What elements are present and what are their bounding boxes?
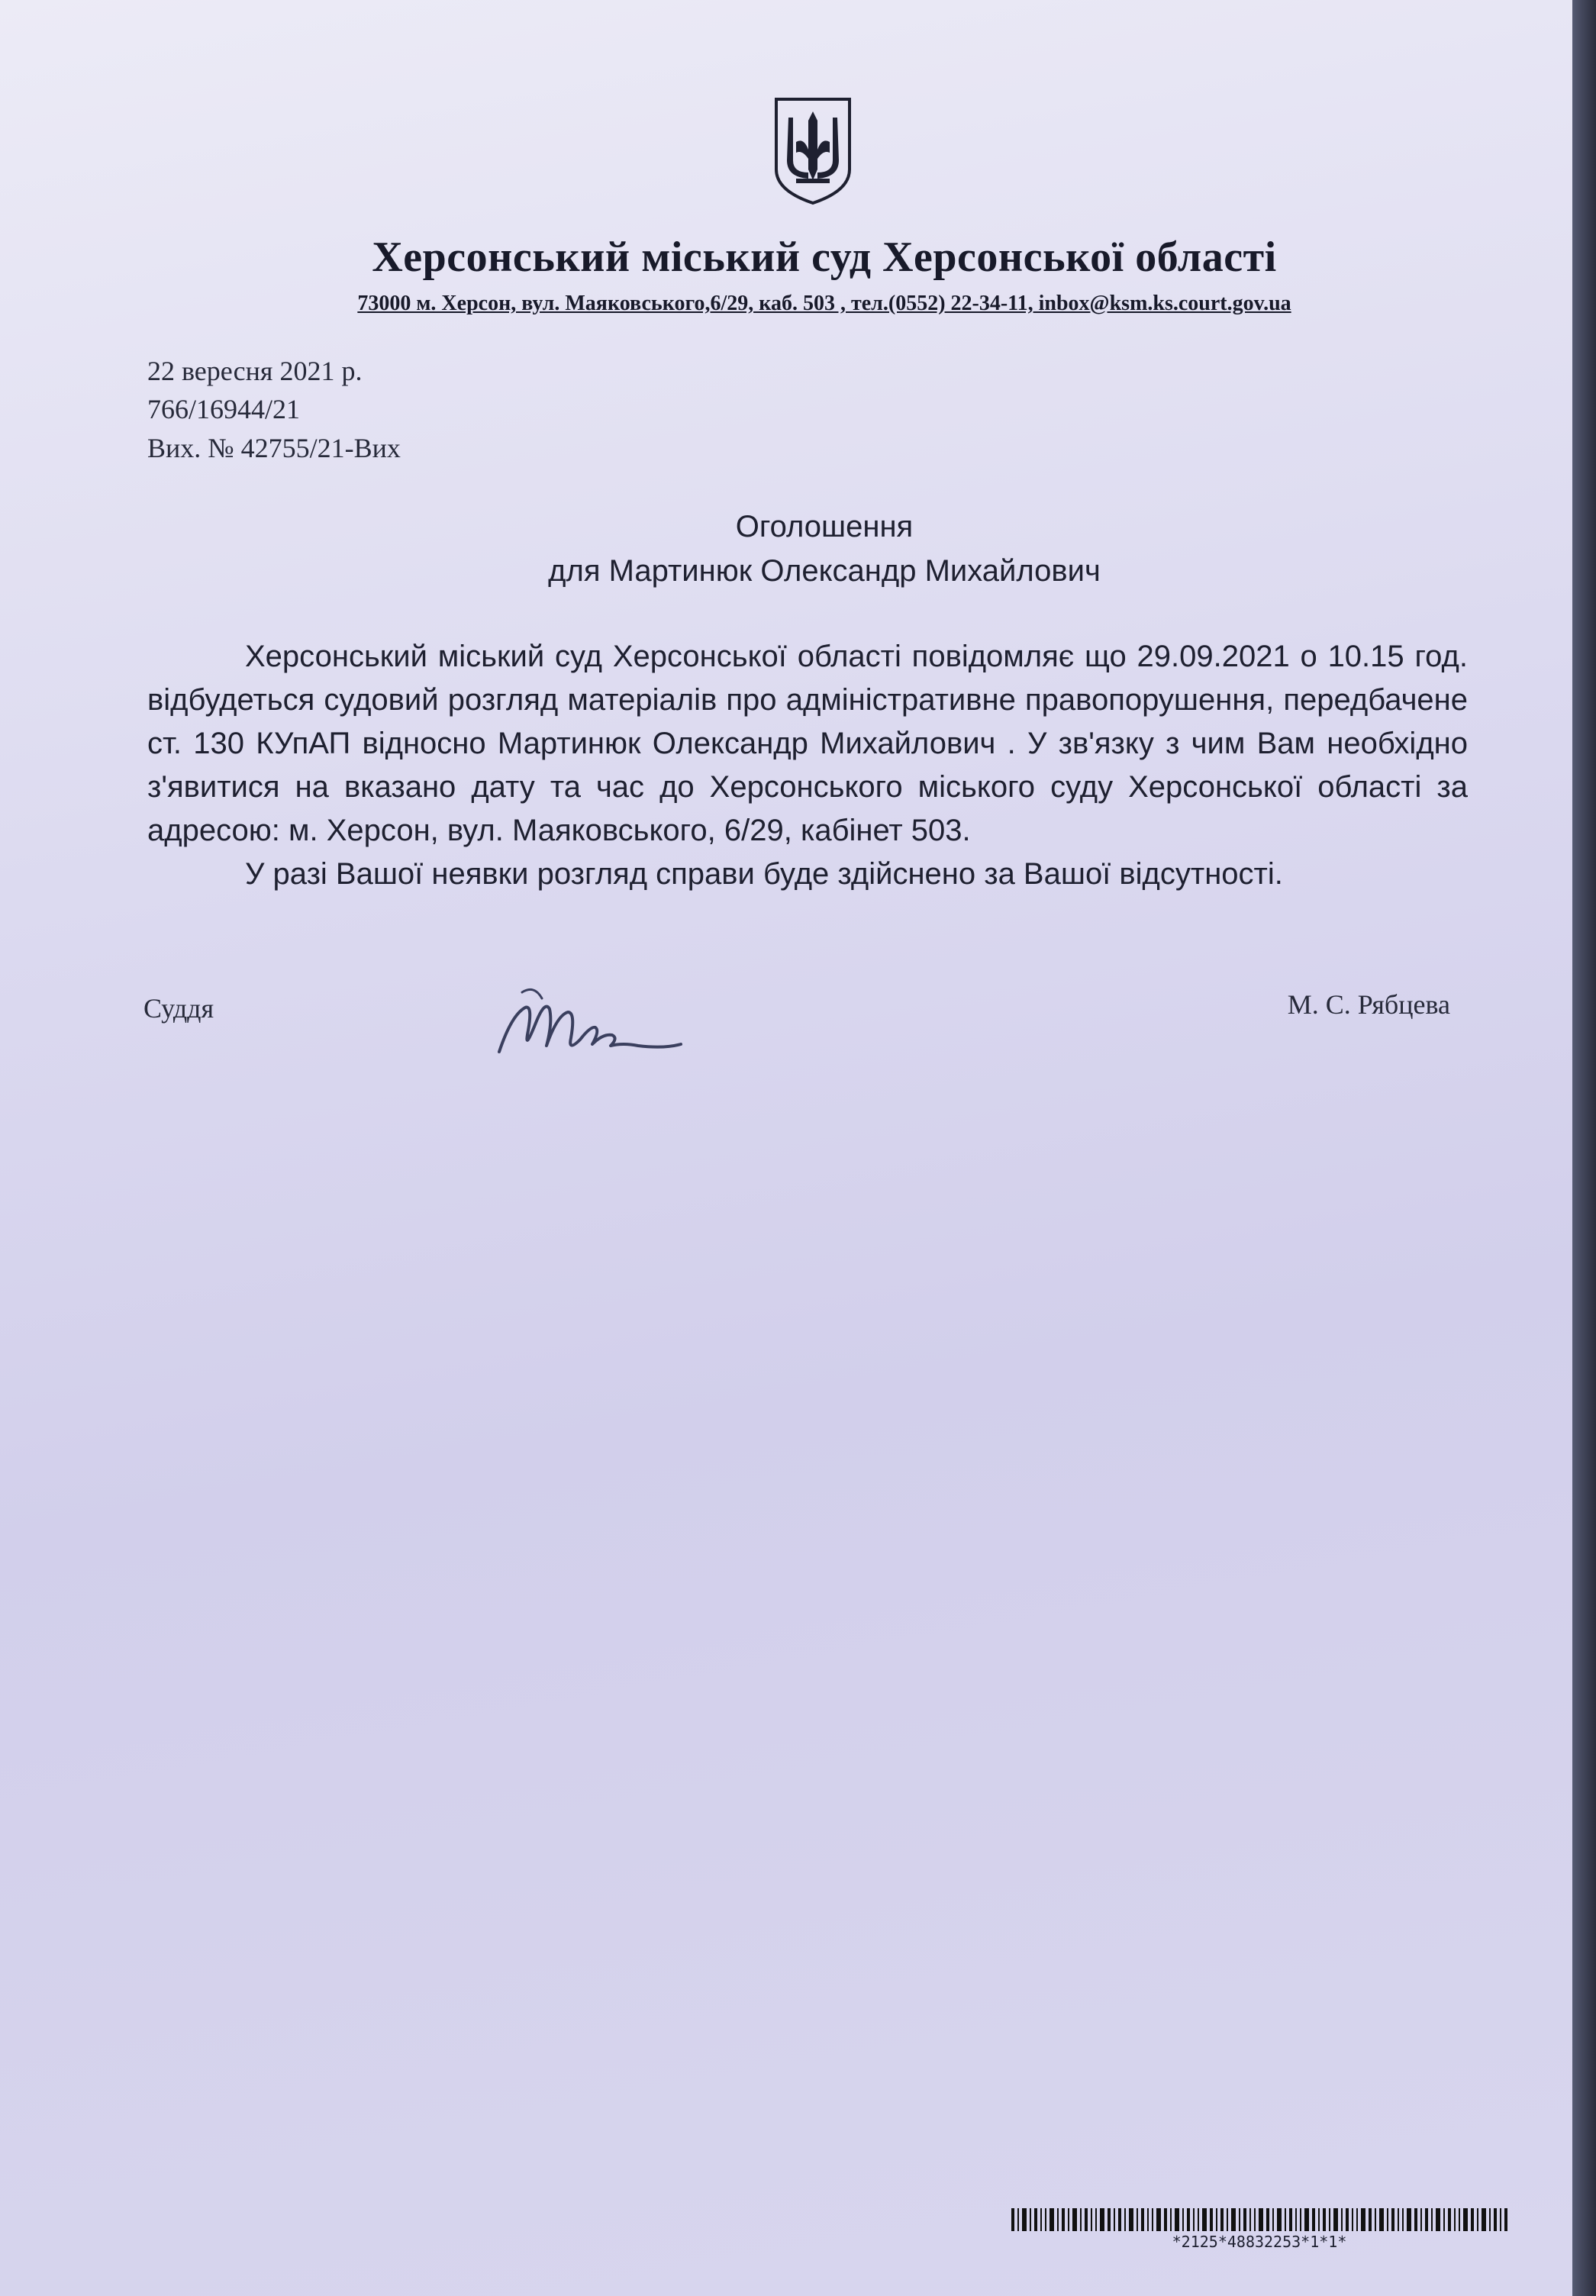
- handwritten-signature: [488, 969, 687, 1076]
- notice-body: [147, 635, 1468, 896]
- judge-name: М. С. Рябцева: [1287, 989, 1450, 1020]
- court-address-text: 73000 м. Херсон, вул. Маяковського,6/29, каб. 503 , тел.(0552) 22-34-11, inbox@ksm.ks.court.gov.ua: [357, 292, 1291, 315]
- outgoing-number: Вих. № 42755/21-Вих: [147, 433, 401, 463]
- court-address: [153, 292, 1496, 316]
- case-number: 766/16944/21: [147, 394, 301, 424]
- page-edge: [1572, 0, 1596, 2296]
- notice-title: Оголошення: [735, 510, 914, 543]
- notice-recipient: для Мартинюк Олександр Михайлович: [548, 554, 1101, 588]
- document-date: 22 вересня 2021 р.: [147, 356, 363, 386]
- notice-paragraph: У разі Вашої неявки розгляд справи буде здійснено за Вашої відсутності.: [245, 857, 1283, 891]
- signature-role: Суддя: [143, 993, 214, 1024]
- court-name: Херсонський міський суд Херсонської області: [372, 234, 1277, 281]
- barcode: [1011, 2208, 1507, 2231]
- ukraine-trident-emblem-icon: [773, 96, 853, 206]
- notice-paragraph: Херсонський міський суд Херсонської області повідомляє що 29.09.2021 о 10.15 год. відбудеться судовий розгляд матеріалів про адміністративне правопорушення, передбачене ст. 130 КУпАП відносно Мартинюк Олександр Михайлович . У зв'язку з чим Вам необхідно з'явитися на вказано дату та час до Херсонського міського суду Херсонської області за адресою: м. Херсон, вул. Маяковського, 6/29, кабінет 503.: [147, 640, 1468, 847]
- barcode-number: *2125*48832253*1*1*: [1172, 2233, 1347, 2251]
